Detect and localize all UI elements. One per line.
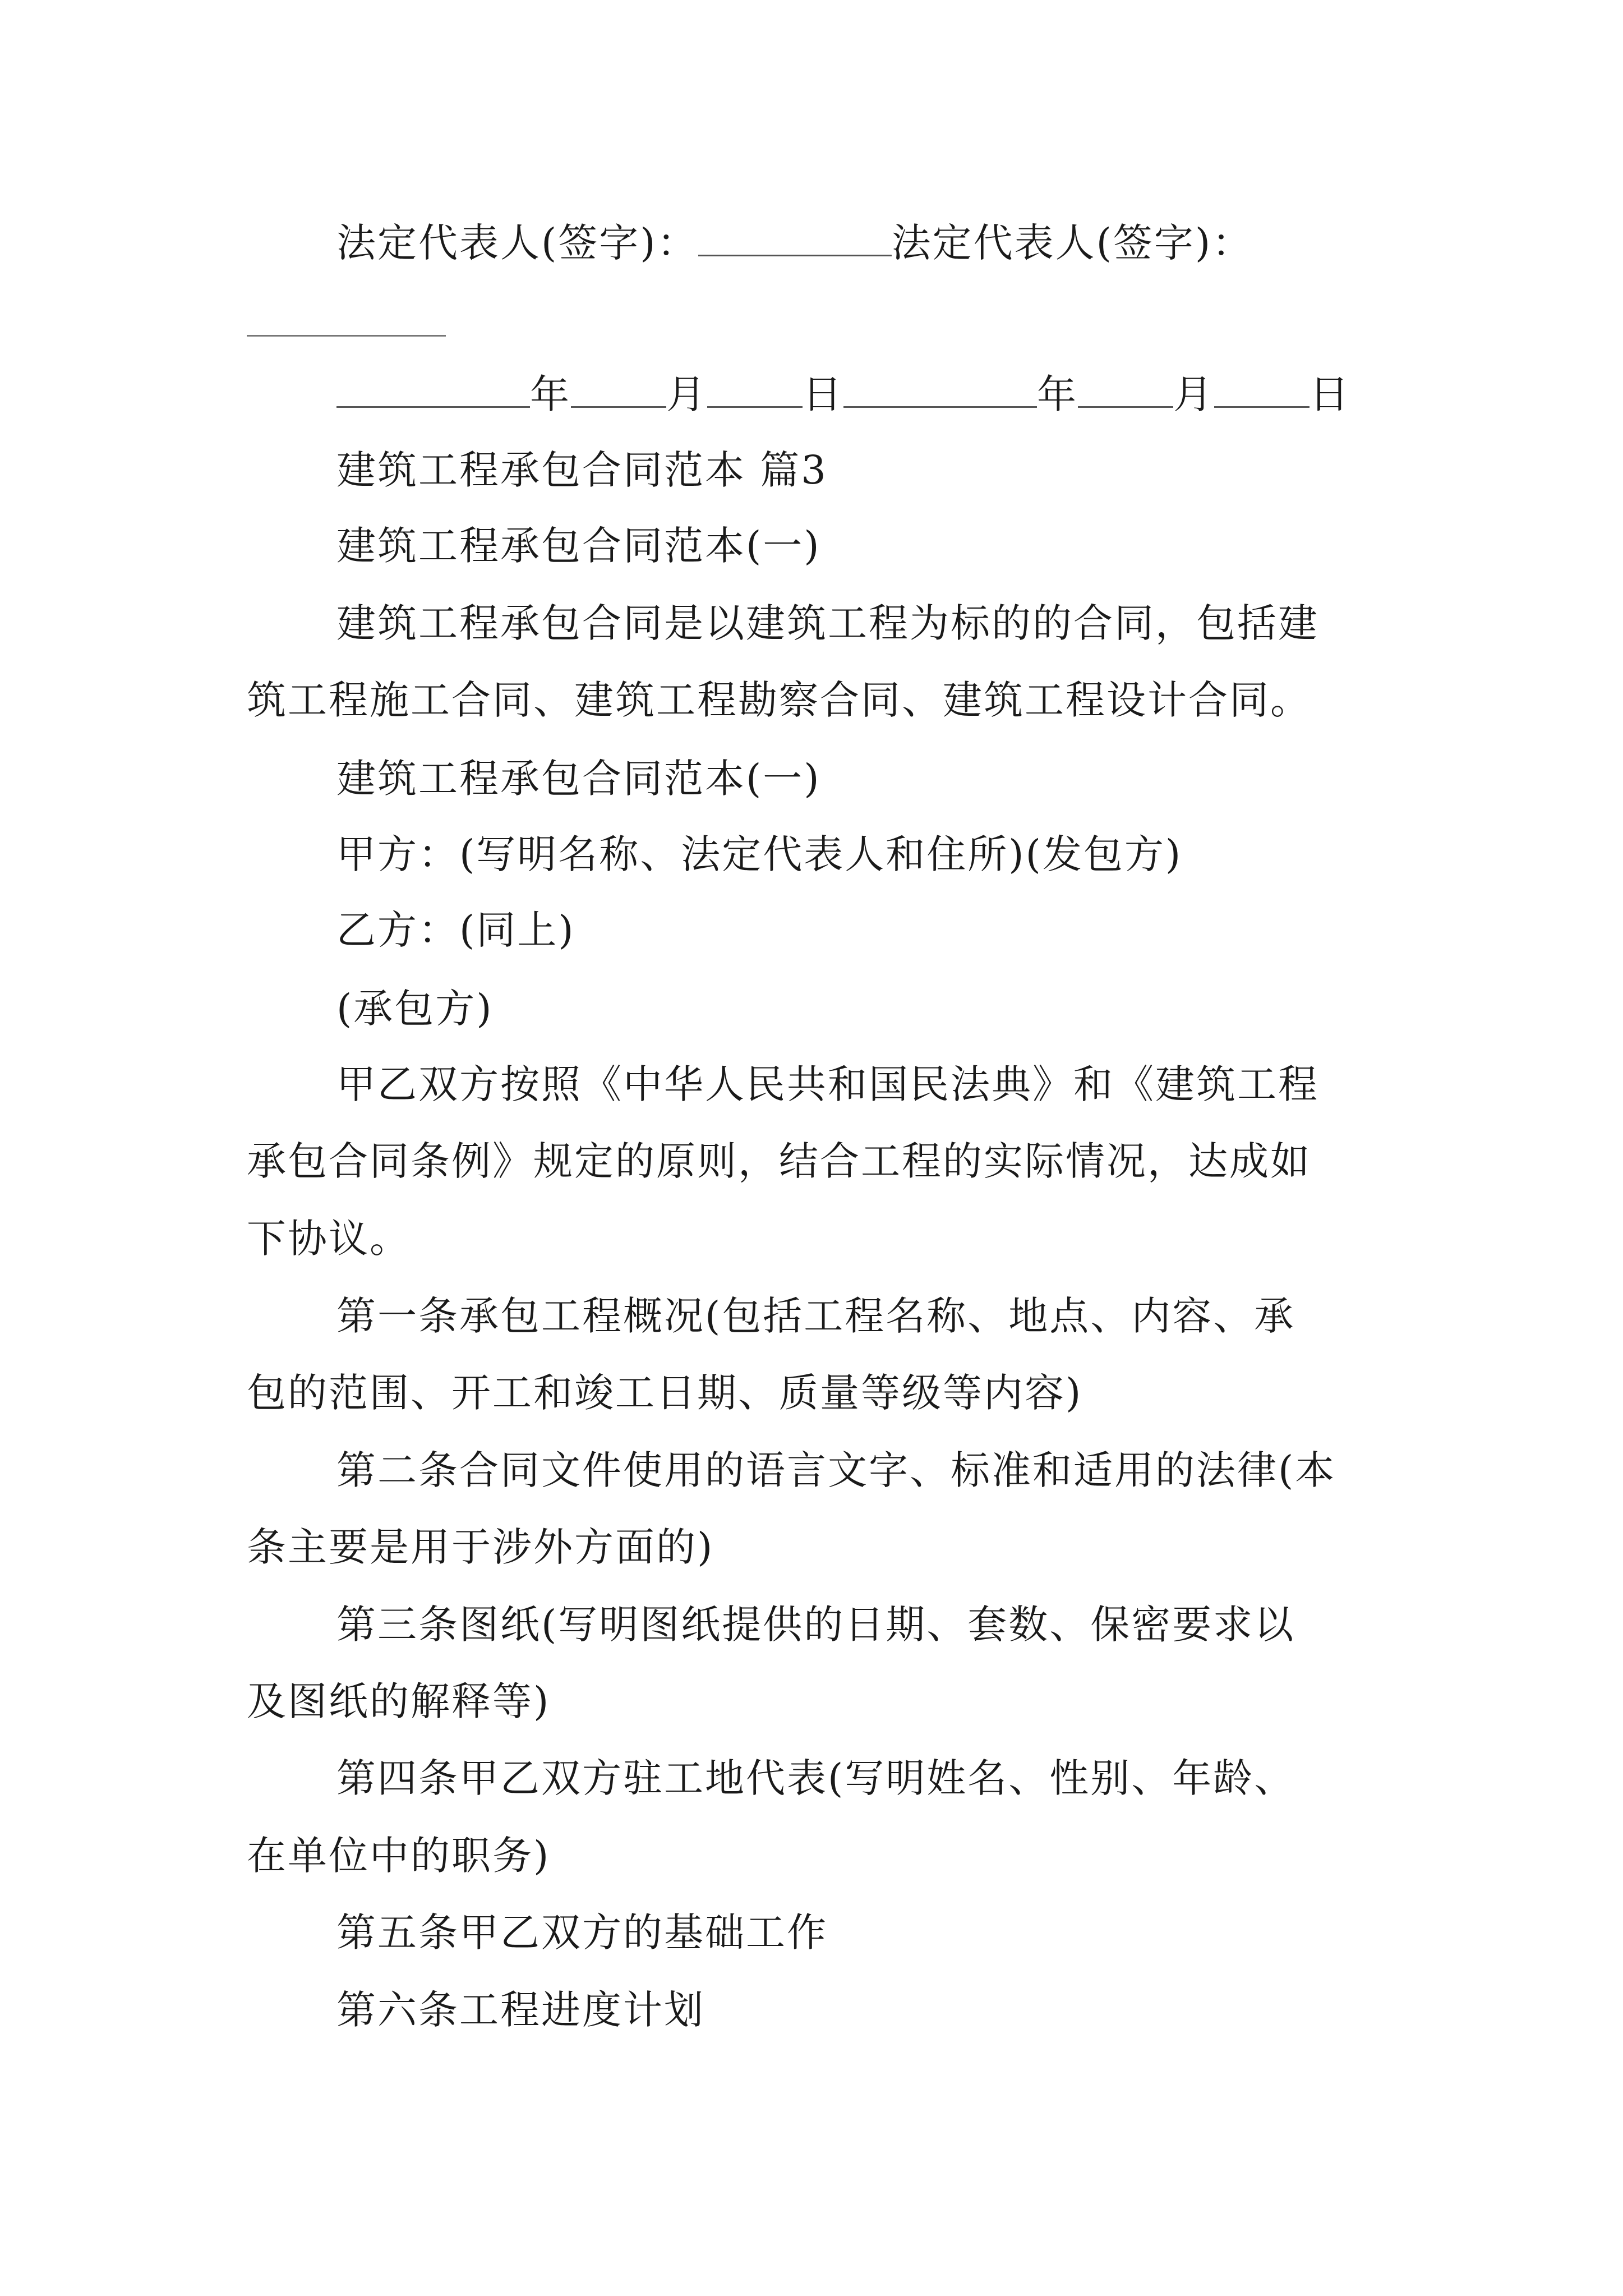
article-2-line-2: 条主要是用于涉外方面的) [247, 1524, 714, 1570]
month-label-left: 月 [666, 371, 707, 417]
signature-label-right: 法定代表人(签字)： [891, 220, 1253, 266]
article-6: 第六条工程进度计划 [336, 1987, 705, 2033]
day-label-left: 日 [803, 371, 843, 417]
year-label-left: 年 [530, 371, 571, 417]
signature-blank-right [247, 335, 446, 337]
date-row [247, 367, 1481, 421]
day-label-right: 日 [1310, 371, 1350, 417]
article-1-line-1: 第一条承包工程概况(包括工程名称、地点、内容、承 [336, 1293, 1295, 1339]
party-a: 甲方：(写明名称、法定代表人和住所)(发包方) [336, 831, 1183, 877]
month-label-right: 月 [1173, 371, 1214, 417]
agreement-line-3: 下协议。 [247, 1216, 411, 1262]
party-b-role: (承包方) [336, 986, 494, 1032]
intro-line-2: 筑工程施工合同、建筑工程勘察合同、建筑工程设计合同。 [247, 677, 1311, 723]
day-blank-right [1214, 372, 1310, 408]
year-blank-left [336, 372, 530, 408]
subtitle-2: 建筑工程承包合同范本(一) [336, 756, 821, 802]
party-b: 乙方：(同上) [336, 907, 575, 953]
subtitle-1: 建筑工程承包合同范本(一) [336, 523, 821, 569]
article-3-line-1: 第三条图纸(写明图纸提供的日期、套数、保密要求以 [336, 1602, 1295, 1648]
month-blank-right [1078, 372, 1173, 408]
agreement-line-1: 甲乙双方按照《中华人民共和国民法典》和《建筑工程 [336, 1061, 1319, 1107]
agreement-line-2: 承包合同条例》规定的原则，结合工程的实际情况，达成如 [247, 1138, 1311, 1184]
year-blank-right [843, 372, 1037, 408]
intro-line-1: 建筑工程承包合同是以建筑工程为标的的合同，包括建 [336, 600, 1319, 646]
section-title: 建筑工程承包合同范本 篇3 [336, 447, 828, 493]
month-blank-left [571, 372, 666, 408]
article-1-line-2: 包的范围、开工和竣工日期、质量等级等内容) [247, 1370, 1083, 1416]
article-4-line-1: 第四条甲乙双方驻工地代表(写明姓名、性别、年龄、 [336, 1755, 1295, 1801]
signature-label-left: 法定代表人(签字)： [336, 220, 698, 266]
year-label-right: 年 [1037, 371, 1078, 417]
signature-row [247, 216, 1481, 270]
article-5: 第五条甲乙双方的基础工作 [336, 1910, 828, 1955]
article-2-line-1: 第二条合同文件使用的语言文字、标准和适用的法律(本 [336, 1447, 1336, 1493]
article-3-line-2: 及图纸的解释等) [247, 1678, 551, 1724]
day-blank-left [707, 372, 803, 408]
article-4-line-2: 在单位中的职务) [247, 1833, 551, 1879]
signature-blank-left [698, 221, 892, 256]
